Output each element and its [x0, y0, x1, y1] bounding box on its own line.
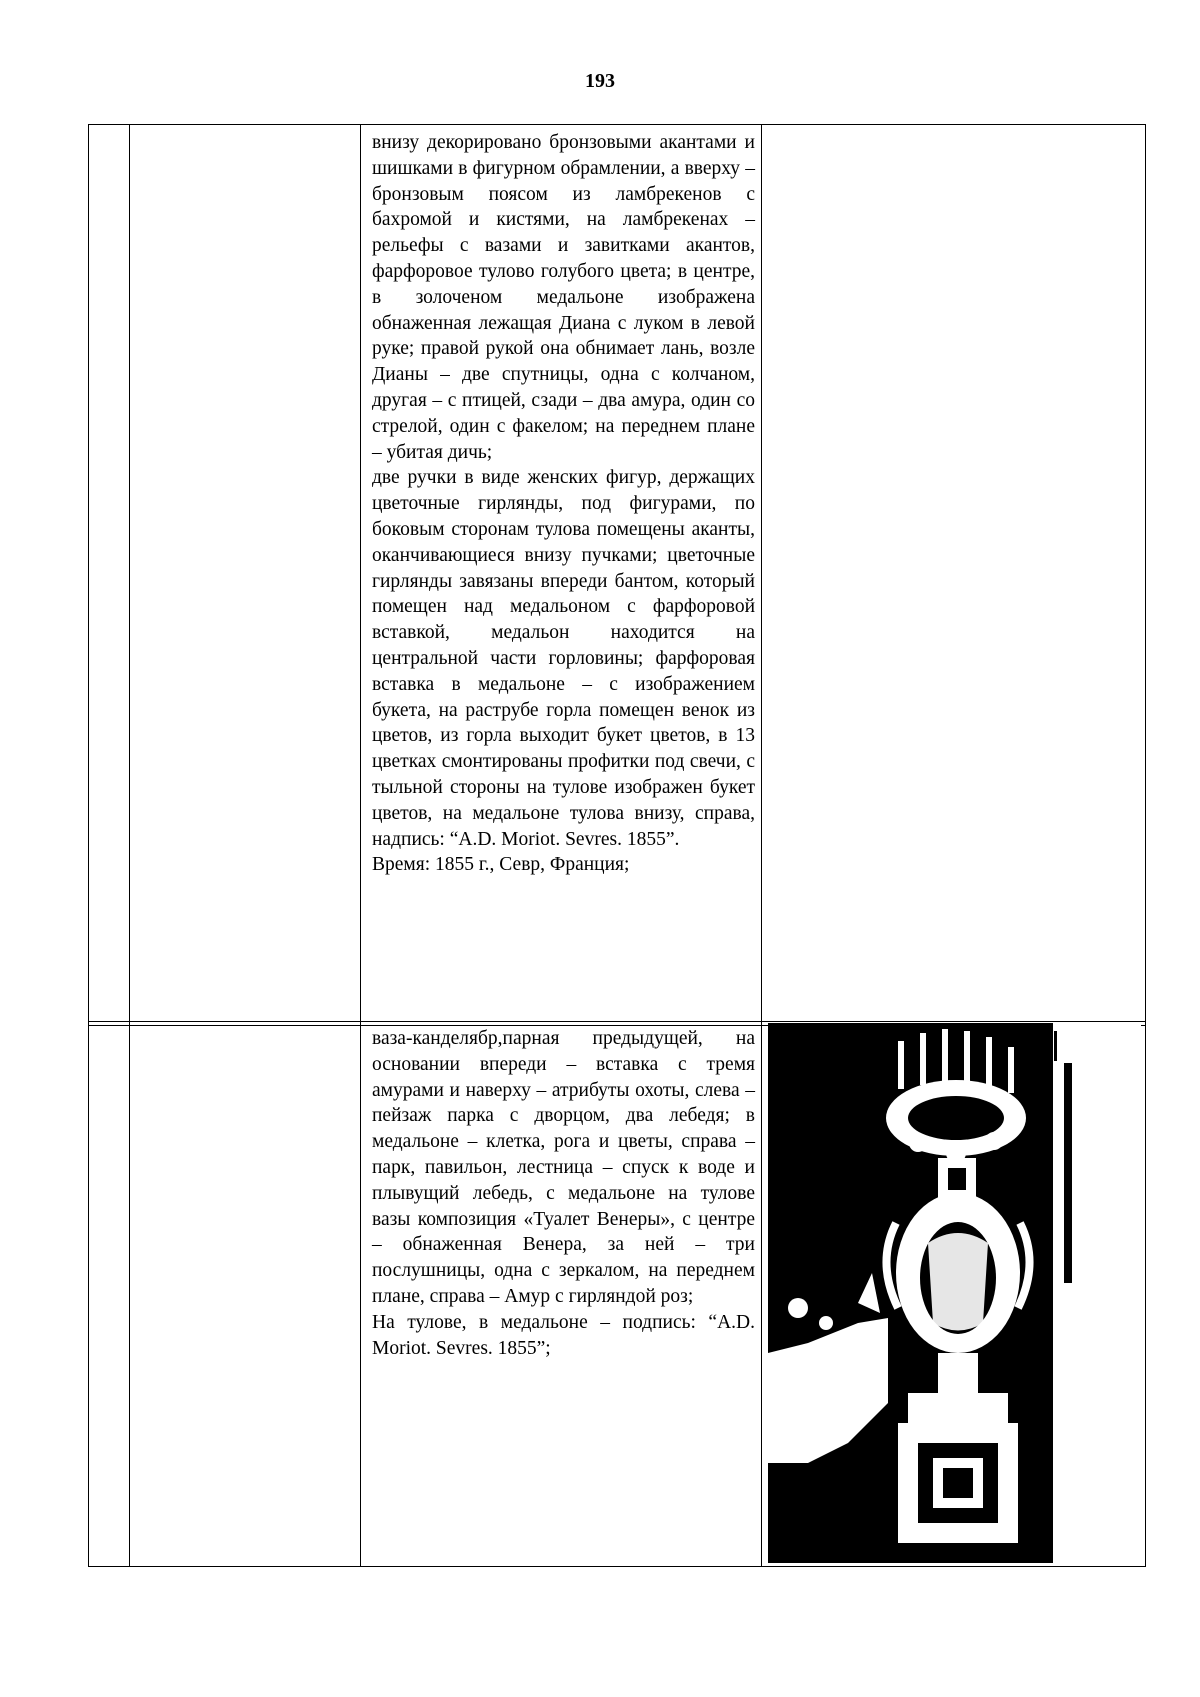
column-divider-1 — [129, 124, 130, 1567]
description-paragraph: На тулове, в медальоне – подпись: “A.D. Moriot. Sevres. 1855”; — [372, 1311, 755, 1359]
description-paragraph: внизу декорировано бронзовыми акантами и шишками в фигурном обрамлении, а вверху – бронзовым поясом из ламбрекенов с бахромой и кистями, на ламбрекенах – рельефы с вазами и завитками акантов, фарфоровое тулово голубого цвета; в центре, в золоченом медальоне изображена обнаженная лежащая Диана с луком в левой руке; правой рукой она обнимает лань, возле Дианы – две спутницы, одна с колчаном, другая – с птицей, сзади – два амура, один со стрелой, один с факелом; на переднем плане – убитая дичь; — [372, 132, 755, 463]
row-1-description — [372, 130, 755, 878]
vase-candelabrum-photo — [768, 1023, 1141, 1563]
row-divider — [88, 1021, 1146, 1022]
description-paragraph: Время: 1855 г., Севр, Франция; — [372, 854, 630, 876]
description-paragraph: две ручки в виде женских фигур, держащих цветочные гирлянды, под фигурами, по боковым сторонам тулова помещены аканты, оканчивающиеся внизу пучками; цветочные гирлянды завязаны впереди бантом, который помещен над медальоном с фарфоровой вставкой, медальон находится на центральной части горловины; фарфоровая вставка в медальоне – с изображением букета, на раструбе горла помещен венок из цветов, из горла выходит букет цветов, в 13 цветках смонтированы профитки под свечи, с тыльной стороны на тулове изображен букет цветов, на медальоне тулова внизу, справа, надпись: “A.D. Moriot. Sevres. 1855”. — [372, 467, 755, 850]
column-divider-2 — [360, 124, 361, 1567]
row-2-description — [372, 1026, 755, 1361]
description-paragraph: ваза-канделябр,парная предыдущей, на основании впереди – вставка с тремя амурами и наверху – атрибуты охоты, слева – пейзаж парка с дворцом, два лебедя; в медальоне – клетка, рога и цветы, справа – парк, павильон, лестница – спуск к воде и плывущий лебедь, с медальоне на тулове вазы композиция «Туалет Венеры», с центре – обнаженная Венера, за ней – три послушницы, одна с зеркалом, на переднем плане, справа – Амур с гирляндой роз; — [372, 1028, 755, 1307]
column-divider-3 — [761, 124, 762, 1567]
page-number: 193 — [585, 70, 615, 92]
